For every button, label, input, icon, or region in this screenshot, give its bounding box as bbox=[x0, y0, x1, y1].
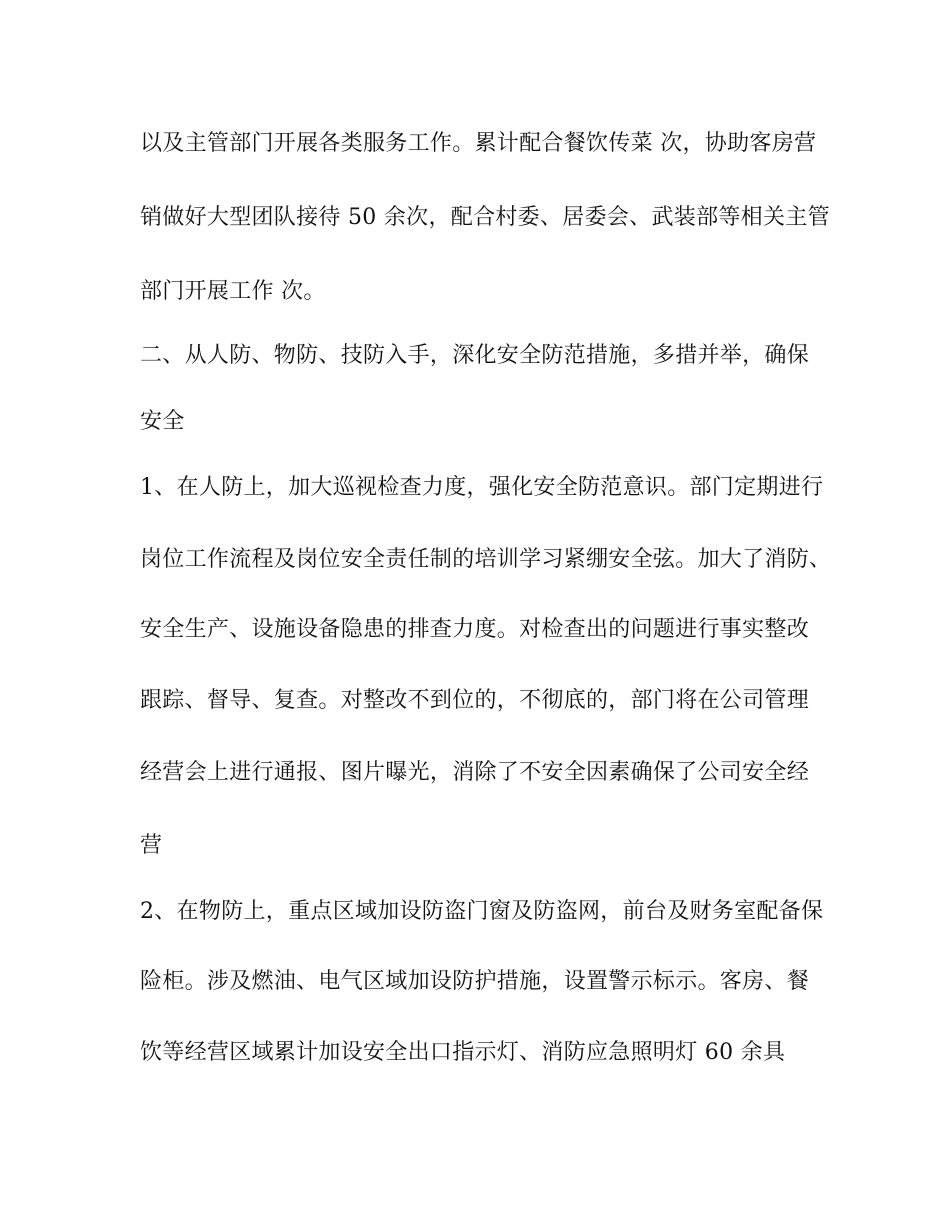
section-heading-line: 安全 bbox=[140, 409, 185, 434]
paragraph-line: 营 bbox=[140, 833, 163, 858]
section-heading-line: 二、从人防、物防、技防入手，深化安全防范措施，多措并举，确保 bbox=[140, 343, 810, 368]
paragraph-line: 经营会上进行通报、图片曝光，消除了不安全因素确保了公司安全经 bbox=[140, 760, 810, 785]
paragraph-line: 2、在物防上，重点区域加设防盗门窗及防盗网，前台及财务室配备保 bbox=[140, 899, 824, 924]
paragraph-line: 安全生产、设施设备隐患的排查力度。对检查出的问题进行事实整改 bbox=[140, 617, 810, 642]
paragraph-line: 险柜。涉及燃油、电气区域加设防护措施，设置警示标示。客房、餐 bbox=[140, 969, 810, 994]
paragraph-line: 部门开展工作 次。 bbox=[140, 279, 326, 304]
paragraph-line: 跟踪、督导、复查。对整改不到位的，不彻底的，部门将在公司管理 bbox=[140, 688, 810, 713]
paragraph-line: 销做好大型团队接待 50 余次，配合村委、居委会、武装部等相关主管 bbox=[140, 205, 830, 230]
paragraph-line: 1、在人防上，加大巡视检查力度，强化安全防范意识。部门定期进行 bbox=[140, 475, 824, 500]
paragraph-line: 岗位工作流程及岗位安全责任制的培训学习紧绷安全弦。加大了消防、 bbox=[140, 547, 832, 572]
paragraph-line: 饮等经营区域累计加设安全出口指示灯、消防应急照明灯 60 余具 bbox=[140, 1040, 786, 1065]
paragraph-line: 以及主管部门开展各类服务工作。累计配合餐饮传菜 次，协助客房营 bbox=[140, 131, 817, 156]
